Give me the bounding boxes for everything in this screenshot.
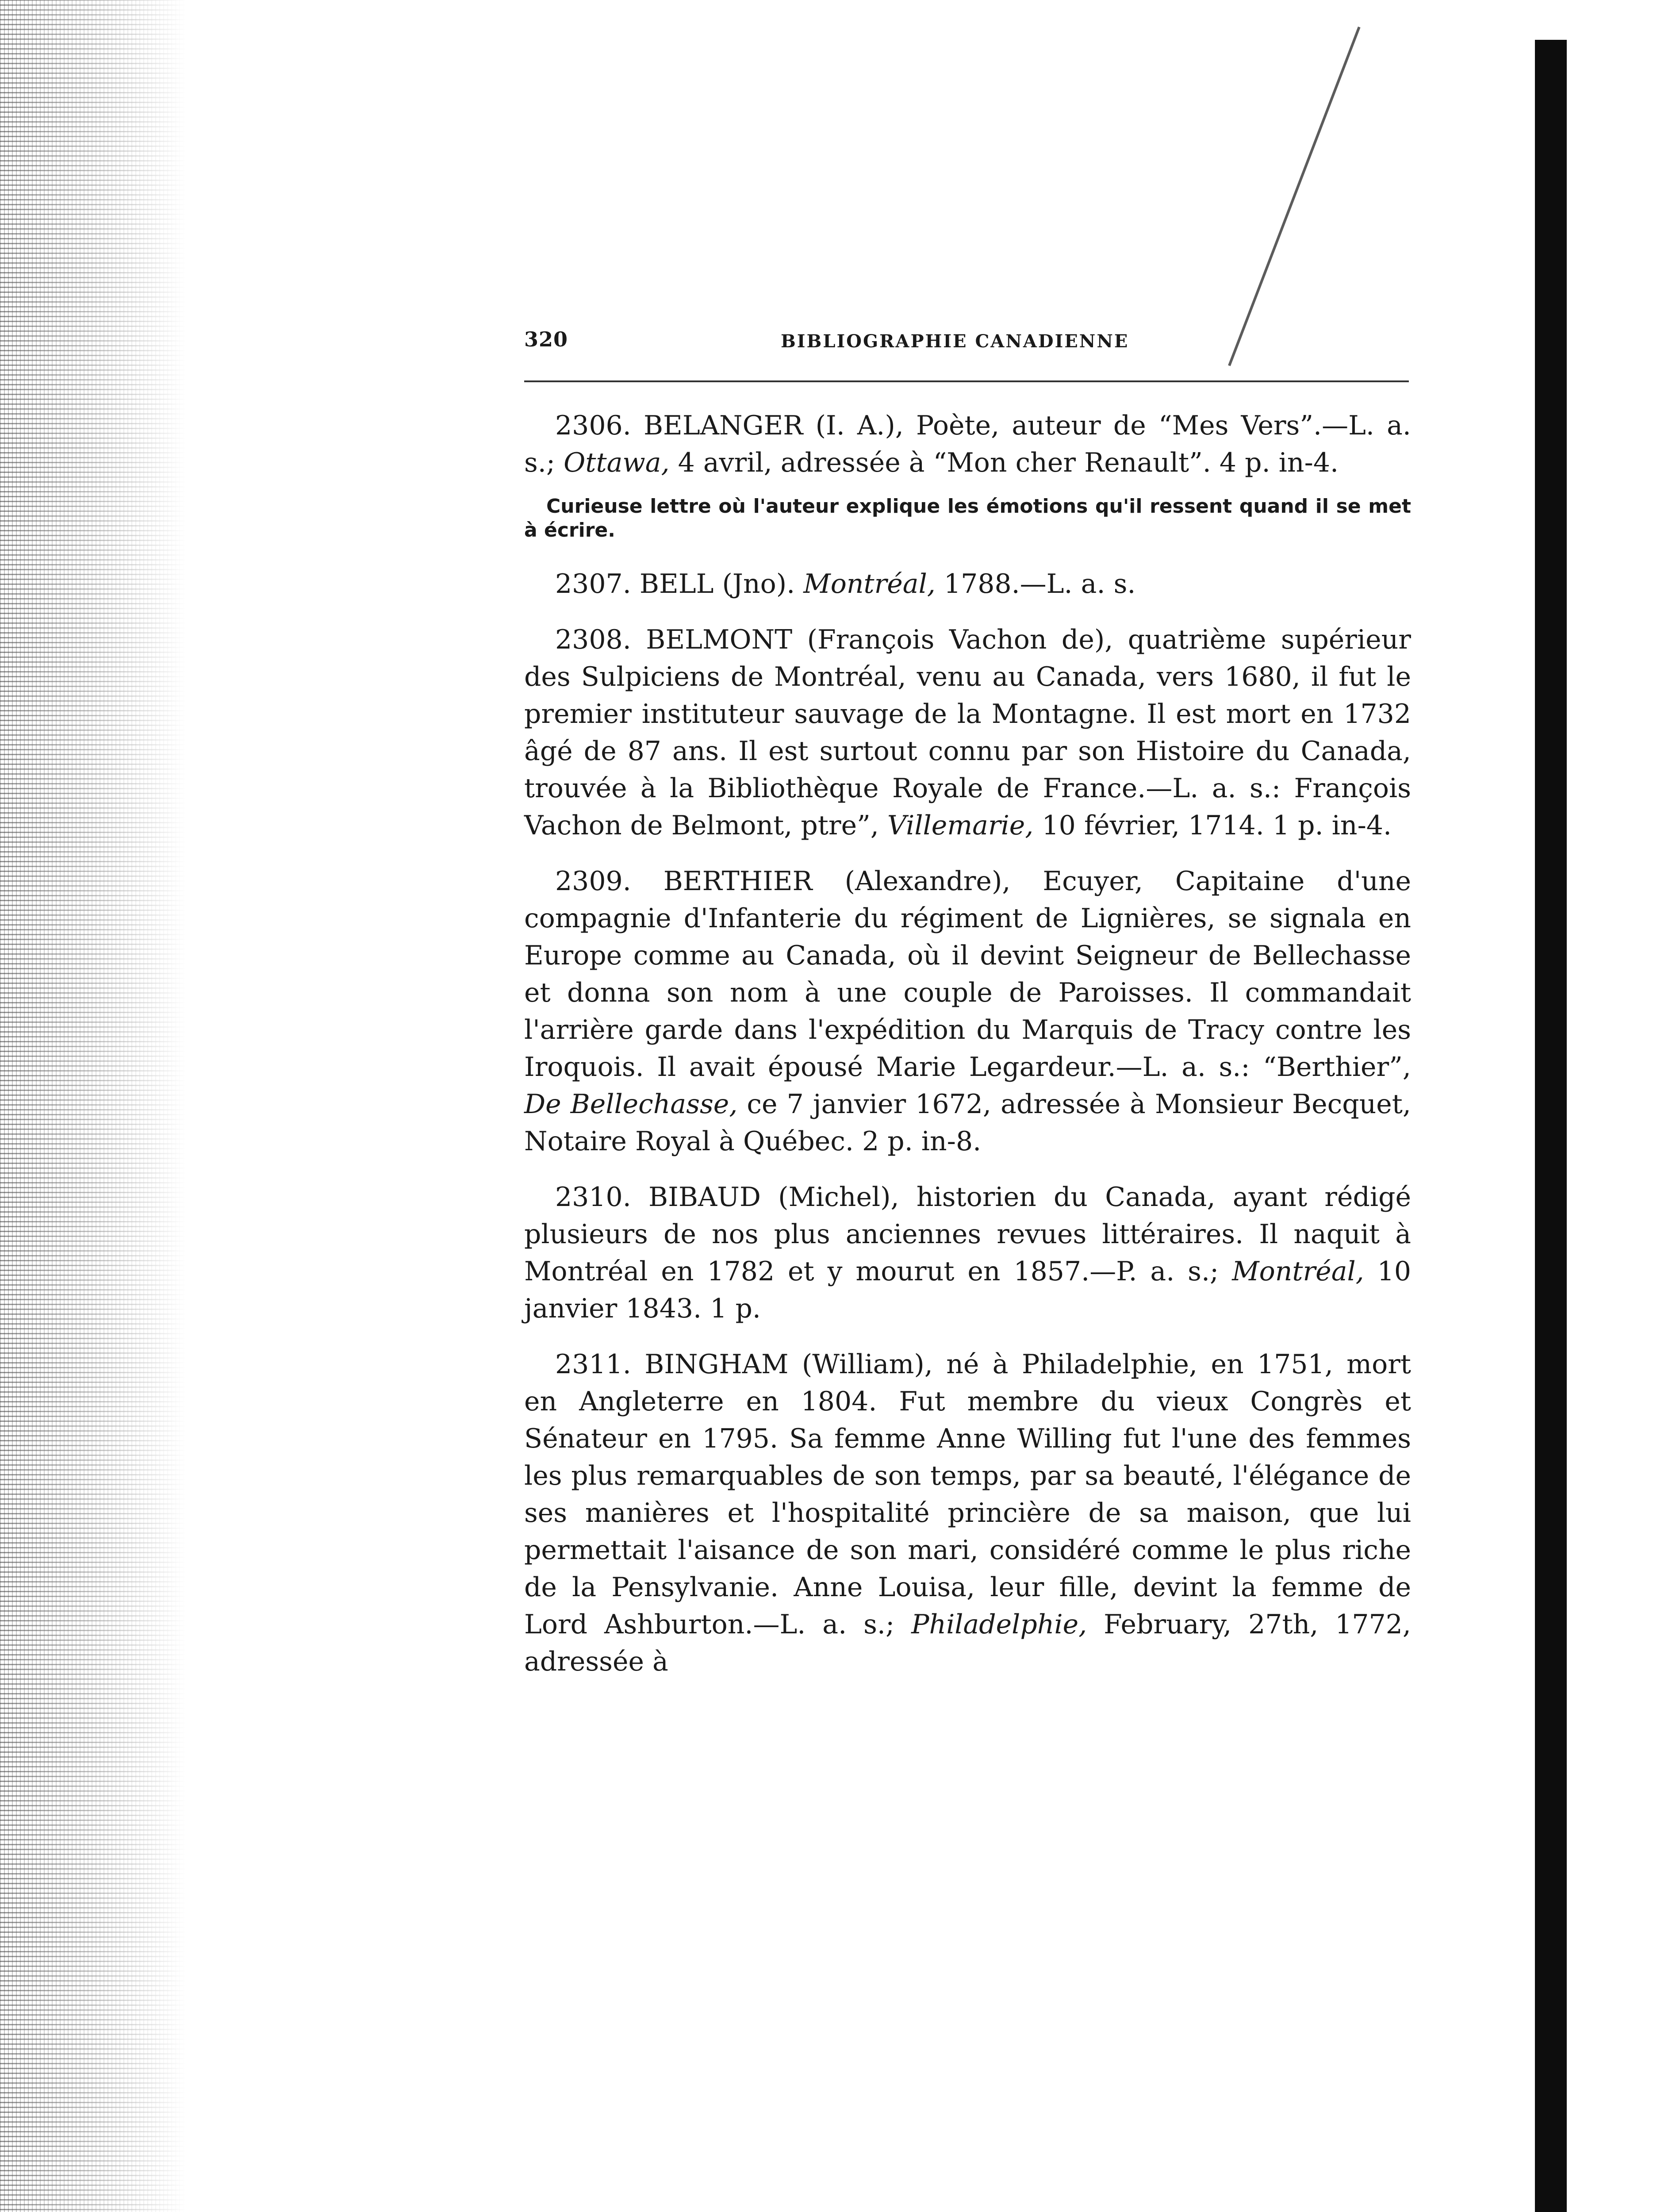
entry-text: (Alexandre), Ecuyer, Capitaine d'une compagnie d'Infanterie du régiment de Lignières, se signala en Europe comme au Canada, où il devint Seigneur de Bellechasse et donna son nom à une couple de Paroisses. Il commandait l'arrière garde dans l'expédition du Marquis de Tracy contre les Iroquois. Il avait épousé Marie Legardeur.—L. a. s.: “Berthier”, — [524, 866, 1411, 1083]
entry-place: Ottawa, — [564, 447, 670, 478]
entry-text: (Michel), historien du Canada, ayant rédigé plusieurs de nos plus anciennes revues littéraires. Il naquit à Montréal en 1782 et y mourut en 1857.—P. a. s.; — [524, 1182, 1412, 1287]
entry-number: 2307. — [555, 568, 631, 599]
entry-2307 — [524, 565, 1411, 603]
entry-name: BERTHIER — [663, 866, 813, 897]
entry-2308 — [524, 621, 1411, 844]
entry-2311 — [524, 1346, 1411, 1680]
entry-place: De Bellechasse, — [524, 1089, 738, 1120]
entry-name: BINGHAM — [644, 1349, 789, 1380]
entry-text: ce 7 janvier 1672, adressée à Monsieur Becquet, Notaire Royal à Québec. 2 p. in-8. — [524, 1089, 1411, 1157]
entry-2310 — [524, 1179, 1411, 1327]
entry-text: (Jno). — [713, 568, 804, 599]
entry-name: BIBAUD — [648, 1182, 761, 1213]
page-header — [524, 327, 1409, 372]
scan-edge-right — [1535, 40, 1567, 2212]
entry-number: 2309. — [555, 866, 631, 897]
entries-column — [524, 407, 1411, 1699]
page-number: 320 — [524, 327, 568, 351]
entry-number: 2308. — [555, 624, 631, 655]
entry-text: (I. A.), Poète, auteur de “Mes Vers”.—L. a. s.; — [524, 410, 1411, 478]
entry-place: Philadelphie, — [911, 1609, 1087, 1640]
entry-name: BELMONT — [646, 624, 793, 655]
running-head: BIBLIOGRAPHIE CANADIENNE — [781, 331, 1129, 352]
entry-note-2306: Curieuse lettre où l'auteur explique les émotions qu'il ressent quand il se met à écrire. — [524, 495, 1411, 541]
entry-text: February, 27th, 1772, adressée à — [524, 1609, 1411, 1677]
entry-number: 2311. — [555, 1349, 631, 1380]
entry-number: 2310. — [555, 1182, 631, 1213]
entry-2309 — [524, 863, 1411, 1160]
entry-text: 10 février, 1714. 1 p. in-4. — [1033, 810, 1392, 841]
entry-text: (François Vachon de), quatrième supérieur des Sulpiciens de Montréal, venu au Canada, vers 1680, il fut le premier instituteur sauvage de la Montagne. Il est mort en 1732 âgé de 87 ans. Il est surtout connu par son Histoire du Canada, trouvée à la Bibliothèque Royale de France.—L. a. s.: François Vachon de Belmont, ptre”, — [524, 624, 1411, 841]
scan-edge-left — [0, 0, 186, 2212]
entry-text: (William), né à Philadelphie, en 1751, mort en Angleterre en 1804. Fut membre du vieux Congrès et Sénateur en 1795. Sa femme Anne Willing fut l'une des femmes les plus remarquables de son temps, par sa beauté, l'élégance de ses manières et l'hospitalité princière de sa maison, que lui permettait l'aisance de son mari, considéré comme le plus riche de la Pensylvanie. Anne Louisa, leur fille, devint la femme de Lord Ashburton.—L. a. s.; — [524, 1349, 1411, 1640]
entry-place: Montréal, — [803, 568, 936, 599]
entry-text: 4 avril, adressée à “Mon cher Renault”. 4 p. in-4. — [669, 447, 1339, 478]
fold-line — [1228, 27, 1360, 366]
entry-place: Villemarie, — [887, 810, 1034, 841]
entry-place: Montréal, — [1232, 1256, 1364, 1287]
entry-text: 10 janvier 1843. 1 p. — [524, 1256, 1411, 1324]
entry-2306 — [524, 407, 1411, 481]
entry-number: 2306. — [555, 410, 631, 441]
entry-name: BELANGER — [643, 410, 803, 441]
entry-text: 1788.—L. a. s. — [935, 568, 1136, 599]
entry-name: BELL — [639, 568, 714, 599]
header-rule — [524, 380, 1409, 382]
